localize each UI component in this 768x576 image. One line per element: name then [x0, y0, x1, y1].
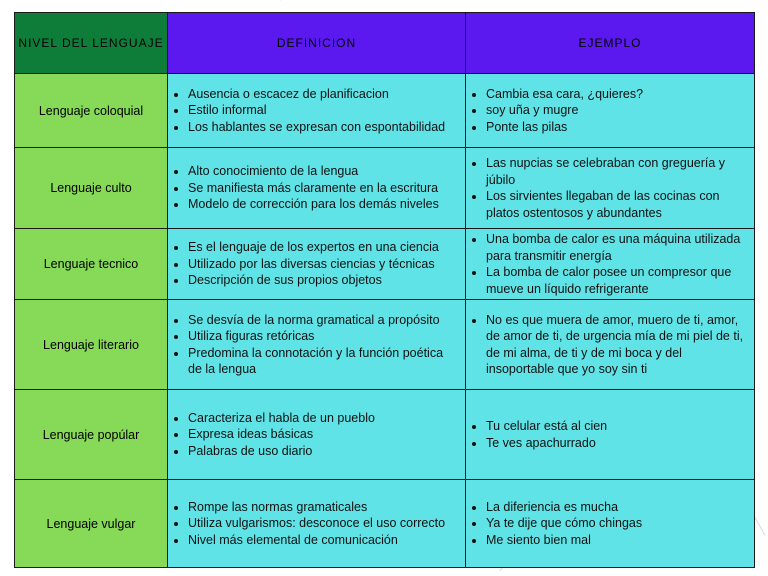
- definition-item: • Los hablantes se expresan con espontabilidad: [188, 119, 457, 136]
- definition-item: • Se desvía de la norma gramatical a propósito: [188, 312, 457, 329]
- level-name: Lenguaje coloquial: [15, 74, 168, 148]
- header-level: NIVEL DEL LENGUAJE: [15, 13, 168, 74]
- example-list: [472, 86, 746, 136]
- definition-item: • Descripción de sus propios objetos: [188, 272, 457, 289]
- definition-item: • Caracteriza el habla de un pueblo: [188, 410, 457, 427]
- header-example: EJEMPLO: [466, 13, 755, 74]
- level-name: Lenguaje literario: [15, 300, 168, 390]
- definition-cell: [168, 480, 466, 568]
- definition-item: • Utiliza figuras retóricas: [188, 328, 457, 345]
- definition-item: • Estilo informal: [188, 102, 457, 119]
- definition-item: • Es el lenguaje de los expertos en una ciencia: [188, 239, 457, 256]
- table-row: [15, 300, 755, 390]
- definition-item: • Ausencia o escacez de planificacion: [188, 86, 457, 103]
- language-levels-table: [14, 12, 755, 568]
- definition-item: • Utilizado por las diversas ciencias y técnicas: [188, 256, 457, 273]
- level-name: Lenguaje tecnico: [15, 229, 168, 300]
- example-item: • Las nupcias se celebraban con greguería y júbilo: [486, 155, 746, 188]
- definition-cell: [168, 74, 466, 148]
- example-item: • Cambia esa cara, ¿quieres?: [486, 86, 746, 103]
- definition-item: • Palabras de uso diario: [188, 443, 457, 460]
- level-name: Lenguaje vulgar: [15, 480, 168, 568]
- example-list: [472, 312, 746, 378]
- example-list: [472, 499, 746, 549]
- definition-item: • Modelo de corrección para los demás niveles: [188, 196, 457, 213]
- decorative-line: [280, 0, 296, 1]
- definition-item: • Predomina la connotación y la función poética de la lengua: [188, 345, 457, 378]
- table-row: [15, 148, 755, 229]
- example-list: [472, 231, 746, 297]
- table-row: [15, 480, 755, 568]
- example-cell: [466, 300, 755, 390]
- example-item: • Te ves apachurrado: [486, 435, 746, 452]
- definition-list: [174, 86, 457, 136]
- header-definition: DEFINICION: [168, 13, 466, 74]
- example-list: [472, 155, 746, 221]
- level-name: Lenguaje popúlar: [15, 390, 168, 480]
- example-cell: [466, 480, 755, 568]
- example-item: • Tu celular está al cien: [486, 418, 746, 435]
- definition-list: [174, 239, 457, 289]
- example-item: • Los sirvientes llegaban de las cocinas con platos ostentosos y abundantes: [486, 188, 746, 221]
- definition-cell: [168, 300, 466, 390]
- example-item: • soy uña y mugre: [486, 102, 746, 119]
- example-item: • No es que muera de amor, muero de ti, amor, de amor de ti, de urgencia mía de mi piel de ti, de mi alma, de ti y de mi boca y del insoportable que yo soy sin ti: [486, 312, 746, 378]
- example-cell: [466, 229, 755, 300]
- definition-item: • Expresa ideas básicas: [188, 426, 457, 443]
- level-name: Lenguaje culto: [15, 148, 168, 229]
- table-row: [15, 390, 755, 480]
- example-item: • Ya te dije que cómo chingas: [486, 515, 746, 532]
- definition-item: • Se manifiesta más claramente en la escritura: [188, 180, 457, 197]
- example-cell: [466, 148, 755, 229]
- example-cell: [466, 74, 755, 148]
- example-cell: [466, 390, 755, 480]
- example-item: • Una bomba de calor es una máquina utilizada para transmitir energía: [486, 231, 746, 264]
- definition-item: • Rompe las normas gramaticales: [188, 499, 457, 516]
- definition-list: [174, 312, 457, 378]
- example-item: • La diferiencia es mucha: [486, 499, 746, 516]
- definition-list: [174, 410, 457, 460]
- table-row: [15, 74, 755, 148]
- example-item: • La bomba de calor posee un compresor que mueve un líquido refrigerante: [486, 264, 746, 297]
- header-row: [15, 13, 755, 74]
- example-item: • Me siento bien mal: [486, 532, 746, 549]
- definition-item: • Utiliza vulgarismos: desconoce el uso correcto: [188, 515, 457, 532]
- example-item: • Ponte las pilas: [486, 119, 746, 136]
- definition-item: • Alto conocimiento de la lengua: [188, 163, 457, 180]
- definition-item: • Nivel más elemental de comunicación: [188, 532, 457, 549]
- definition-cell: [168, 229, 466, 300]
- definition-list: [174, 499, 457, 549]
- table-row: [15, 229, 755, 300]
- example-list: [472, 418, 746, 451]
- definition-list: [174, 163, 457, 213]
- definition-cell: [168, 148, 466, 229]
- definition-cell: [168, 390, 466, 480]
